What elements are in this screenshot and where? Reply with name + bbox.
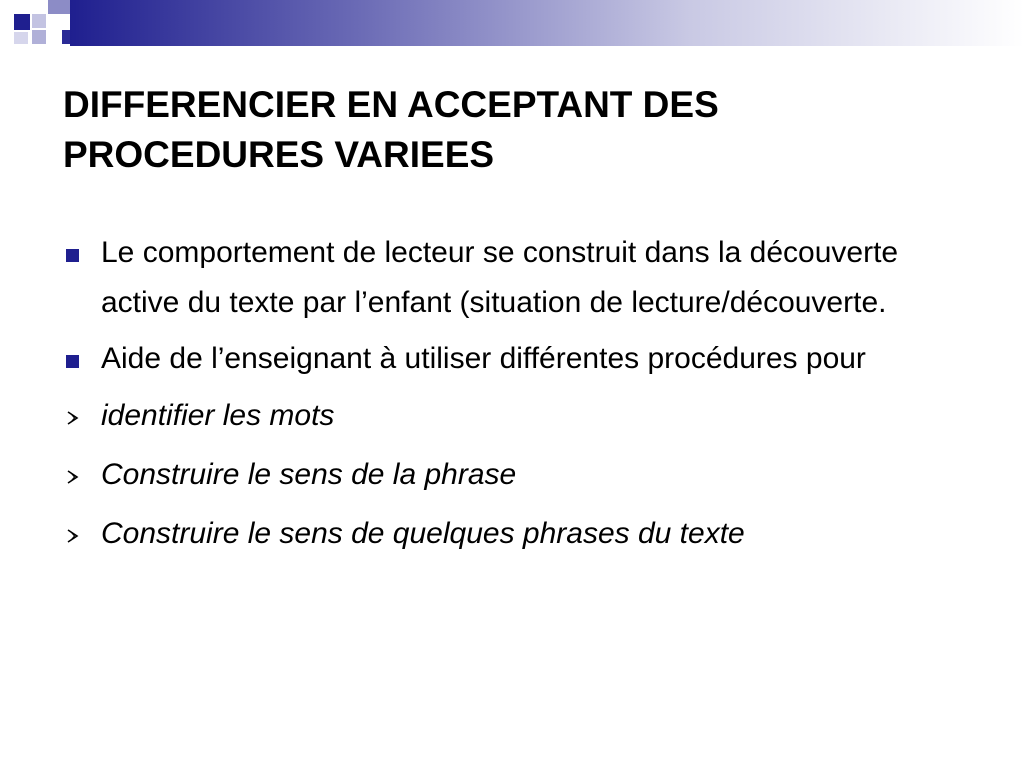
header-gradient-band [70, 0, 1024, 46]
decor-square [14, 14, 30, 30]
arrow-bullet-icon [63, 403, 83, 433]
decor-square [14, 32, 28, 44]
slide-title: DIFFERENCIER EN ACCEPTANT DES PROCEDURES VARIEES [63, 84, 719, 175]
sub-bullet-item [63, 392, 983, 439]
sub-bullet-text: Construire le sens de quelques phrases du texte [101, 517, 745, 550]
arrow-bullet-icon [63, 462, 83, 492]
bullet-text: Le comportement de lecteur se construit dans la découverte active du texte par l’enfant (situation de lecture/découverte. [101, 236, 899, 319]
decor-square [32, 30, 46, 44]
decor-square [32, 14, 46, 28]
sub-bullet-item [63, 510, 983, 557]
bullet-item [63, 228, 983, 328]
decor-square [48, 0, 70, 14]
sub-bullet-text: Construire le sens de la phrase [101, 458, 517, 491]
bullet-list [63, 228, 983, 557]
sub-bullet-text: identifier les mots [101, 399, 335, 432]
sub-bullet-item [63, 451, 983, 498]
square-bullet-icon [66, 355, 79, 368]
bullet-item [63, 334, 983, 384]
square-bullet-icon [66, 249, 79, 262]
decor-square [48, 16, 62, 30]
arrow-bullet-icon [63, 521, 83, 551]
bullet-text: Aide de l’enseignant à utiliser différentes procédures pour [101, 342, 866, 375]
